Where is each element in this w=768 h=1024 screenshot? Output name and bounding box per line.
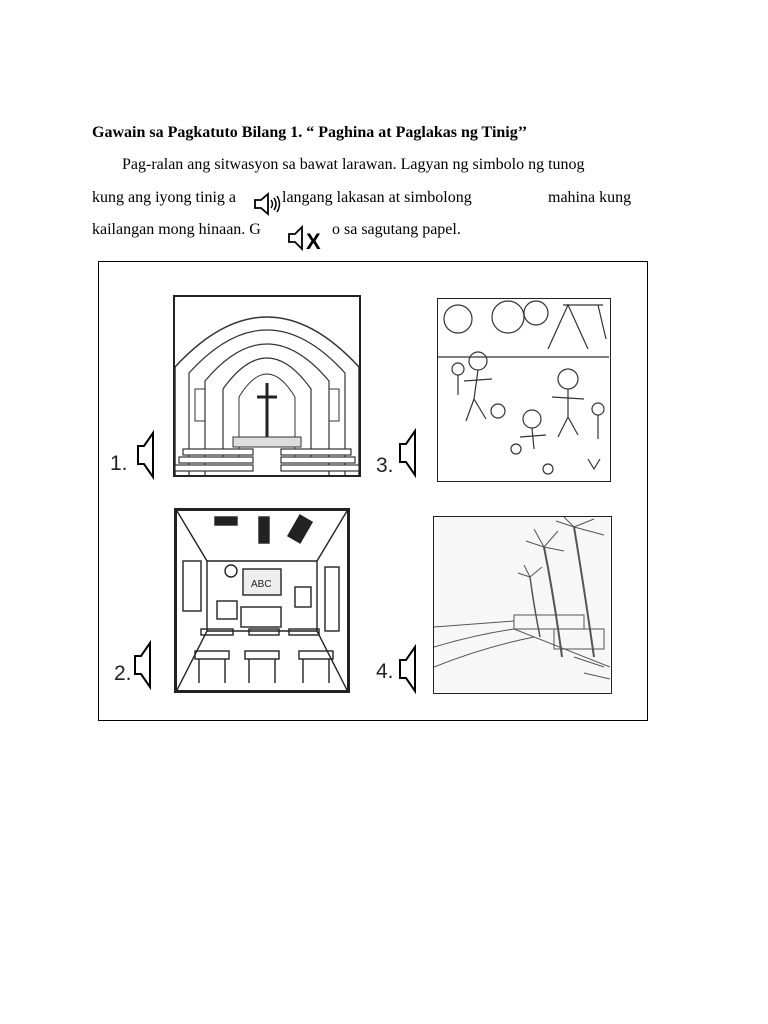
item-number-4: 4. [376,660,394,683]
picture-beach [433,516,612,694]
instruction-line-2b: langang lakasan at simbolong [282,189,472,206]
instruction-line-2c: mahina kung [548,189,632,206]
item-number-2: 2. [114,662,132,685]
instruction-line-1: Pag-ralan ang sitwasyon sa bawat larawan. Lagyan ng simbolo ng tunog [122,156,585,173]
speaker-icon-4 [398,644,418,694]
picture-church [173,295,361,477]
speaker-mute-icon [286,224,328,252]
instruction-line-3a: kailangan mong hinaan. G [92,221,261,238]
speaker-icon-3 [398,428,418,478]
activity-title: Gawain sa Pagkatuto Bilang 1. “ Paghina at Paglakas ng Tinig’’ [92,124,528,141]
speaker-icon-2 [133,640,153,690]
instruction-line-2a: kung ang iyong tinig a [92,189,236,206]
speaker-icon-1 [136,430,156,480]
item-number-1: 1. [110,452,128,475]
classroom-board-label: ABC [251,579,272,590]
speaker-loud-icon [252,190,284,218]
mute-x-mark: X [306,229,321,252]
picture-classroom [174,508,350,693]
item-number-3: 3. [376,454,394,477]
picture-playground [437,298,611,482]
instruction-line-3b: o sa sagutang papel. [332,221,461,238]
